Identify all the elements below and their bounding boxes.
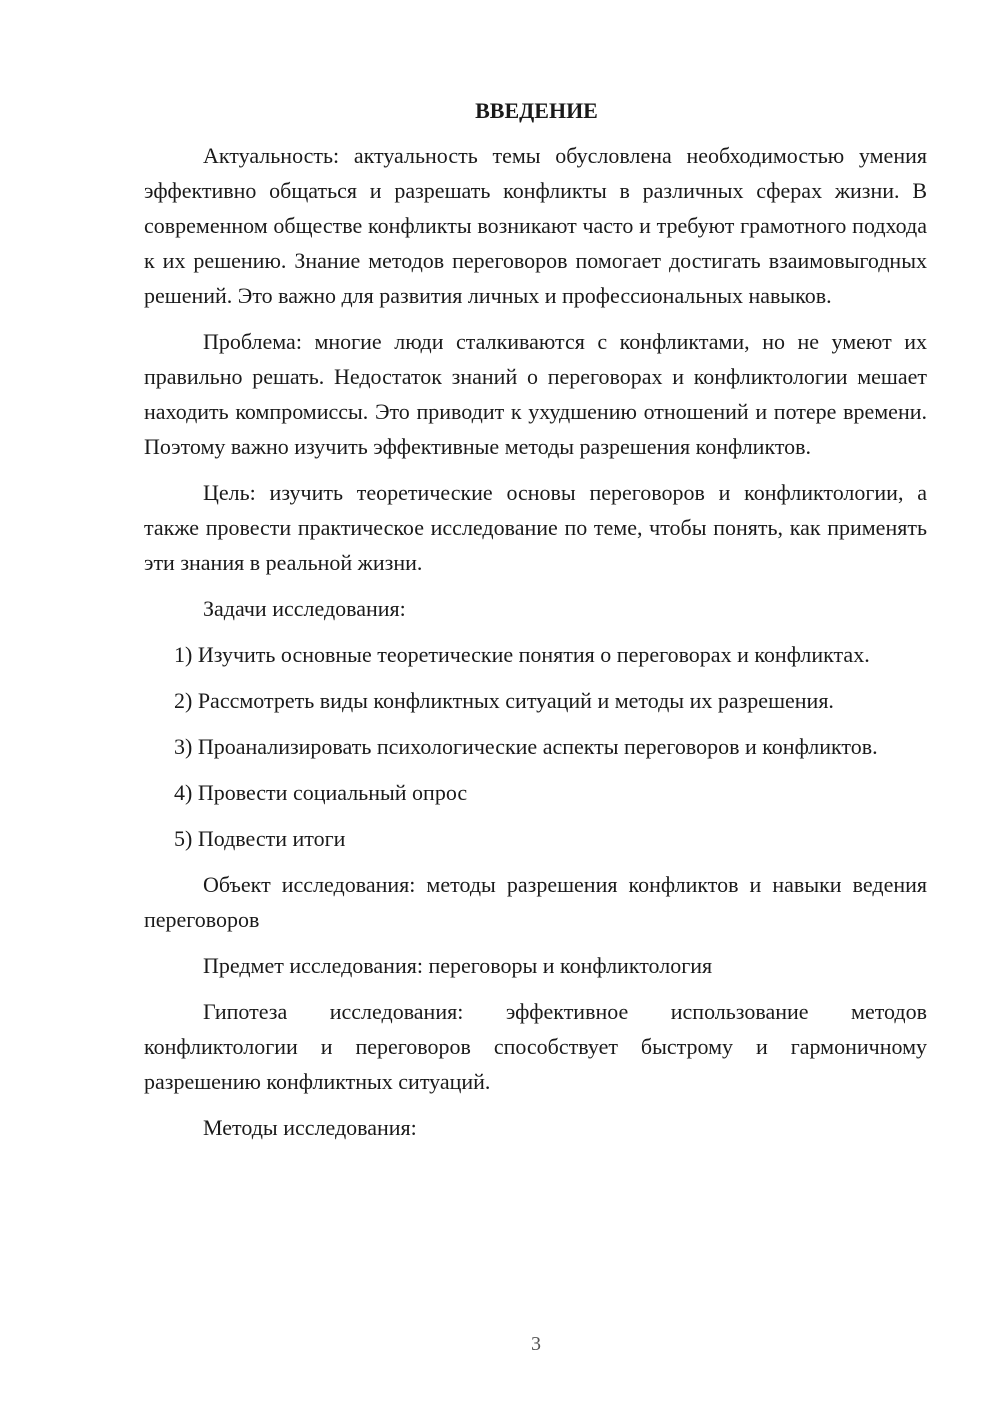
page-number: 3 [531,1333,541,1355]
hypothesis-paragraph: Гипотеза исследования: эффективное использование методов конфликтологии и переговоров способствует быстрому и гармоничному разрешению конфликтных ситуаций. [144,999,927,1094]
page-content [144,93,927,1156]
subject-paragraph: Предмет исследования: переговоры и конфликтология [203,953,713,978]
task-item: 4) Провести социальный опрос [174,780,468,805]
page-title: ВВЕДЕНИЕ [475,98,598,123]
task-item: 2) Рассмотреть виды конфликтных ситуаций и методы их разрешения. [174,688,834,713]
goal-paragraph: Цель: изучить теоретические основы переговоров и конфликтологии, а также провести практическое исследование по теме, чтобы понять, как применять эти знания в реальной жизни. [144,480,927,575]
tasks-heading: Задачи исследования: [203,596,406,621]
relevance-paragraph: Актуальность: актуальность темы обусловлена необходимостью умения эффективно общаться и разрешать конфликты в различных сферах жизни. В современном обществе конфликты возникают часто и требуют грамотного подхода к их решению. Знание методов переговоров помогает достигать взаимовыгодных решений. Это важно для развития личных и профессиональных навыков. [144,143,927,308]
methods-heading: Методы исследования: [203,1115,417,1140]
problem-paragraph: Проблема: многие люди сталкиваются с конфликтами, но не умеют их правильно решать. Недостаток знаний о переговорах и конфликтологии мешает находить компромиссы. Это приводит к ухудшению отношений и потере времени. Поэтому важно изучить эффективные методы разрешения конфликтов. [144,329,927,459]
object-paragraph: Объект исследования: методы разрешения конфликтов и навыки ведения переговоров [144,872,927,932]
task-item: 3) Проанализировать психологические аспекты переговоров и конфликтов. [174,734,878,759]
task-item: 1) Изучить основные теоретические понятия о переговорах и конфликтах. [174,642,870,667]
task-item: 5) Подвести итоги [174,826,346,851]
